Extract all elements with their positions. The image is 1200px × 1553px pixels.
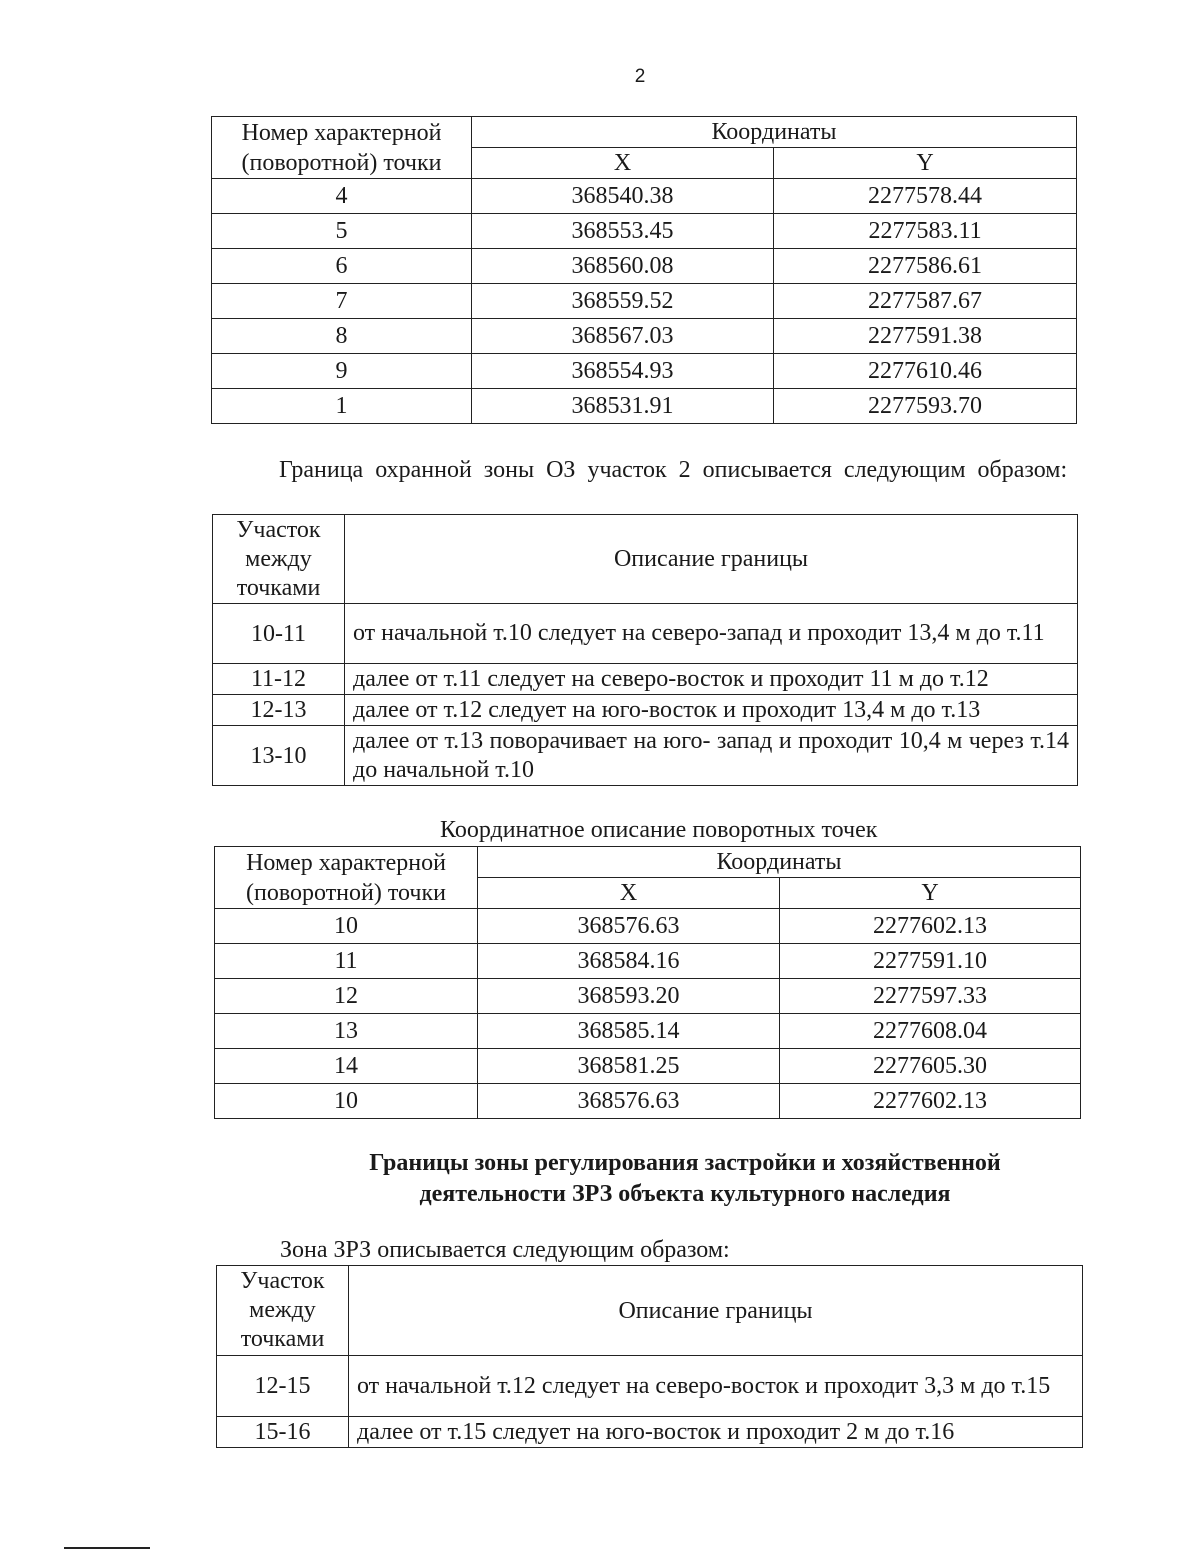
header-y: Y [774, 148, 1077, 179]
point-cell: 1 [212, 389, 472, 424]
table-row [212, 179, 1077, 214]
table-row [213, 664, 1078, 695]
x-cell: 368531.91 [472, 389, 774, 424]
segment-cell: 10-11 [213, 604, 345, 664]
x-cell: 368540.38 [472, 179, 774, 214]
x-cell: 368567.03 [472, 319, 774, 354]
header-point: Номер характерной (поворотной) точки [215, 847, 478, 909]
y-cell: 2277586.61 [774, 249, 1077, 284]
header-description: Описание границы [345, 515, 1078, 604]
y-cell: 2277597.33 [780, 979, 1081, 1014]
point-cell: 12 [215, 979, 478, 1014]
point-cell: 6 [212, 249, 472, 284]
table-row [212, 354, 1077, 389]
description-cell: далее от т.12 следует на юго-восток и проходит 13,4 м до т.13 [345, 695, 1078, 726]
table-row [215, 944, 1081, 979]
table-row [213, 726, 1078, 786]
boundary-table-1 [212, 514, 1078, 786]
point-cell: 7 [212, 284, 472, 319]
page-number: 2 [634, 66, 646, 87]
point-cell: 10 [215, 909, 478, 944]
y-cell: 2277610.46 [774, 354, 1077, 389]
table-row [212, 389, 1077, 424]
y-cell: 2277587.67 [774, 284, 1077, 319]
point-cell: 9 [212, 354, 472, 389]
x-cell: 368576.63 [478, 1084, 780, 1119]
table-row [215, 1049, 1081, 1084]
table-row [212, 249, 1077, 284]
table-row [212, 284, 1077, 319]
table-row [215, 1084, 1081, 1119]
table-row [215, 909, 1081, 944]
header-segment: Участок между точками [217, 1266, 349, 1356]
header-segment: Участок между точками [213, 515, 345, 604]
header-coords: Координаты [472, 117, 1077, 148]
description-cell: далее от т.13 поворачивает на юго- запад и проходит 10,4 м через т.14 до начальной т.10 [345, 726, 1078, 786]
segment-cell: 12-13 [213, 695, 345, 726]
header-description: Описание границы [349, 1266, 1083, 1356]
y-cell: 2277602.13 [780, 1084, 1081, 1119]
point-cell: 8 [212, 319, 472, 354]
segment-cell: 12-15 [217, 1356, 349, 1417]
y-cell: 2277578.44 [774, 179, 1077, 214]
description-cell: далее от т.15 следует на юго-восток и проходит 2 м до т.16 [349, 1417, 1083, 1448]
table-row [212, 214, 1077, 249]
paragraph-zrz: Зона ЗРЗ описывается следующим образом: [280, 1237, 730, 1263]
description-cell: от начальной т.10 следует на северо-запад и проходит 13,4 м до т.11 [345, 604, 1078, 664]
table-row [213, 604, 1078, 664]
x-cell: 368553.45 [472, 214, 774, 249]
header-point: Номер характерной (поворотной) точки [212, 117, 472, 179]
coords-caption: Координатное описание поворотных точек [440, 817, 878, 843]
table-row [215, 1014, 1081, 1049]
y-cell: 2277591.38 [774, 319, 1077, 354]
header-x: X [472, 148, 774, 179]
x-cell: 368576.63 [478, 909, 780, 944]
y-cell: 2277608.04 [780, 1014, 1081, 1049]
footnote-separator [64, 1547, 150, 1549]
table-row [213, 695, 1078, 726]
x-cell: 368554.93 [472, 354, 774, 389]
point-cell: 10 [215, 1084, 478, 1119]
coords-table-2 [214, 846, 1081, 1119]
table-row [215, 979, 1081, 1014]
point-cell: 11 [215, 944, 478, 979]
y-cell: 2277593.70 [774, 389, 1077, 424]
point-cell: 5 [212, 214, 472, 249]
section-heading [300, 1148, 1070, 1210]
paragraph-oz2: Граница охранной зоны ОЗ участок 2 описывается следующим образом: [279, 457, 1068, 483]
y-cell: 2277602.13 [780, 909, 1081, 944]
section-heading-line-2: деятельности ЗРЗ объекта культурного наследия [419, 1181, 951, 1207]
x-cell: 368559.52 [472, 284, 774, 319]
segment-cell: 11-12 [213, 664, 345, 695]
boundary-table-2 [216, 1265, 1083, 1448]
x-cell: 368585.14 [478, 1014, 780, 1049]
segment-cell: 15-16 [217, 1417, 349, 1448]
section-heading-line-1: Границы зоны регулирования застройки и хозяйственной [369, 1150, 1001, 1176]
table-row [217, 1417, 1083, 1448]
header-x: X [478, 878, 780, 909]
header-coords: Координаты [478, 847, 1081, 878]
x-cell: 368560.08 [472, 249, 774, 284]
point-cell: 13 [215, 1014, 478, 1049]
x-cell: 368593.20 [478, 979, 780, 1014]
point-cell: 14 [215, 1049, 478, 1084]
point-cell: 4 [212, 179, 472, 214]
x-cell: 368584.16 [478, 944, 780, 979]
y-cell: 2277591.10 [780, 944, 1081, 979]
y-cell: 2277583.11 [774, 214, 1077, 249]
description-cell: далее от т.11 следует на северо-восток и проходит 11 м до т.12 [345, 664, 1078, 695]
coords-table-1 [211, 116, 1077, 424]
y-cell: 2277605.30 [780, 1049, 1081, 1084]
table-row [217, 1356, 1083, 1417]
segment-cell: 13-10 [213, 726, 345, 786]
x-cell: 368581.25 [478, 1049, 780, 1084]
table-row [212, 319, 1077, 354]
header-y: Y [780, 878, 1081, 909]
description-cell: от начальной т.12 следует на северо-восток и проходит 3,3 м до т.15 [349, 1356, 1083, 1417]
